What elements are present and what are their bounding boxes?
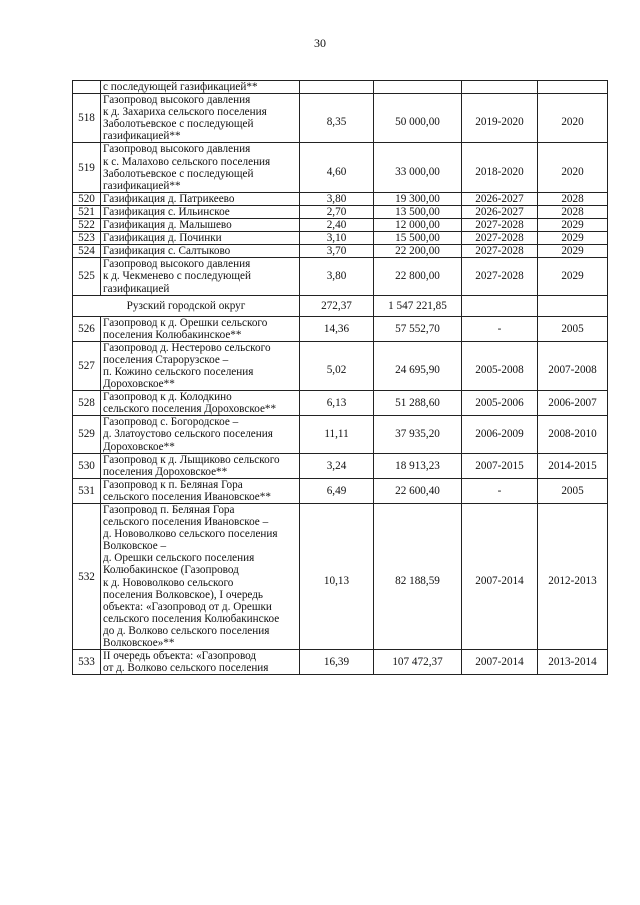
object-name-line: Дороховское** bbox=[103, 378, 175, 391]
row-number: 532 bbox=[73, 504, 101, 650]
row-number: 533 bbox=[73, 650, 101, 675]
object-name-cell bbox=[101, 219, 300, 232]
length-km: 2,70 bbox=[300, 205, 374, 218]
length-km: 3,10 bbox=[300, 232, 374, 245]
object-name-line: Газопровод д. Нестерово сельского bbox=[103, 341, 271, 354]
object-name-line: Газификация д. Патрикеево bbox=[103, 192, 235, 205]
table-row bbox=[73, 205, 608, 218]
table-row bbox=[73, 232, 608, 245]
construction-period: 2006-2009 bbox=[462, 416, 538, 453]
object-name-line: к д. Чекменево с последующей bbox=[103, 270, 251, 283]
commissioning-year: 2028 bbox=[538, 205, 608, 218]
object-name-line: сельского поселения Ивановское** bbox=[103, 490, 271, 503]
commissioning-year: 2005 bbox=[538, 316, 608, 341]
commissioning-year: 2029 bbox=[538, 245, 608, 258]
object-name-cell bbox=[101, 391, 300, 416]
length-km: 3,80 bbox=[300, 192, 374, 205]
page-number: 30 bbox=[314, 36, 326, 50]
gas-pipeline-table bbox=[72, 80, 608, 675]
object-name-line: Газификация с. Ильинское bbox=[103, 205, 230, 218]
row-number bbox=[73, 81, 101, 94]
object-name-line: газификацией bbox=[103, 282, 170, 295]
cost-value: 37 935,20 bbox=[374, 416, 462, 453]
table-row bbox=[73, 316, 608, 341]
object-name-line: Газификация с. Салтыково bbox=[103, 245, 231, 258]
table-row bbox=[73, 650, 608, 675]
construction-period: 2018-2020 bbox=[462, 143, 538, 192]
row-number: 525 bbox=[73, 258, 101, 295]
object-name-line: Газопровод высокого давления bbox=[103, 94, 251, 107]
construction-period: 2027-2028 bbox=[462, 232, 538, 245]
construction-period: 2027-2028 bbox=[462, 219, 538, 232]
length-km: 14,36 bbox=[300, 316, 374, 341]
commissioning-year: 2029 bbox=[538, 232, 608, 245]
cost-value: 51 288,60 bbox=[374, 391, 462, 416]
object-name-line: Заболотьевское с последующей bbox=[103, 167, 254, 180]
object-name-cell bbox=[101, 192, 300, 205]
object-name-line: Газопровод п. Беляная Гора bbox=[103, 504, 235, 516]
table-row bbox=[73, 504, 608, 650]
table-row bbox=[73, 478, 608, 503]
object-name-cell bbox=[101, 205, 300, 218]
row-number: 528 bbox=[73, 391, 101, 416]
length-km: 3,80 bbox=[300, 258, 374, 295]
length-km: 6,49 bbox=[300, 478, 374, 503]
object-name-line: газификацией** bbox=[103, 179, 181, 192]
object-name-line: Дороховское** bbox=[103, 440, 175, 453]
length-km: 6,13 bbox=[300, 391, 374, 416]
commissioning-year: 2012-2013 bbox=[538, 504, 608, 650]
cost-value: 82 188,59 bbox=[374, 504, 462, 650]
table-row bbox=[73, 81, 608, 94]
commissioning-year: 2014-2015 bbox=[538, 453, 608, 478]
construction-period: 2027-2028 bbox=[462, 258, 538, 295]
object-name-cell bbox=[101, 245, 300, 258]
object-name-line: Газификация д. Малышево bbox=[103, 219, 232, 232]
table-row bbox=[73, 143, 608, 192]
construction-period: 2007-2014 bbox=[462, 504, 538, 650]
object-name-cell bbox=[101, 81, 300, 94]
construction-period: 2027-2028 bbox=[462, 245, 538, 258]
object-name-cell bbox=[101, 478, 300, 503]
length-km: 5,02 bbox=[300, 341, 374, 390]
row-number: 527 bbox=[73, 341, 101, 390]
object-name-line: Волковское»** bbox=[103, 637, 175, 650]
object-name-line: д. Орешки сельского поселения bbox=[103, 552, 255, 565]
construction-period: - bbox=[462, 478, 538, 503]
length-km: 3,24 bbox=[300, 453, 374, 478]
object-name-line: от д. Волково сельского поселения bbox=[103, 662, 269, 675]
length-km: 4,60 bbox=[300, 143, 374, 192]
construction-period: 2007-2014 bbox=[462, 650, 538, 675]
construction-period: 2005-2008 bbox=[462, 341, 538, 390]
construction-period: 2026-2027 bbox=[462, 192, 538, 205]
cost-value: 22 200,00 bbox=[374, 245, 462, 258]
district-name: Рузский городской округ bbox=[73, 295, 300, 316]
row-number: 520 bbox=[73, 192, 101, 205]
row-number: 529 bbox=[73, 416, 101, 453]
object-name-cell bbox=[101, 232, 300, 245]
object-name-line: к д. Нововолково сельского bbox=[103, 576, 234, 589]
object-name-cell bbox=[101, 416, 300, 453]
length-km: 10,13 bbox=[300, 504, 374, 650]
commissioning-year: 2020 bbox=[538, 143, 608, 192]
table-row bbox=[73, 416, 608, 453]
length-km: 11,11 bbox=[300, 416, 374, 453]
commissioning-year: 2013-2014 bbox=[538, 650, 608, 675]
row-number: 530 bbox=[73, 453, 101, 478]
construction-period: 2005-2006 bbox=[462, 391, 538, 416]
commissioning-year: 2005 bbox=[538, 478, 608, 503]
object-name-line: к д. Захариха сельского поселения bbox=[103, 106, 267, 119]
cost-value bbox=[374, 81, 462, 94]
object-name-line: Газопровод к д. Колодкино bbox=[103, 391, 232, 404]
object-name-line: Заболотьевское с последующей bbox=[103, 118, 254, 131]
table-row bbox=[73, 94, 608, 143]
object-name-line: II очередь объекта: «Газопровод bbox=[103, 650, 257, 663]
commissioning-year: 2006-2007 bbox=[538, 391, 608, 416]
object-name-line: Газопровод к д. Орешки сельского bbox=[103, 316, 268, 329]
total-length: 272,37 bbox=[300, 295, 374, 316]
cost-value: 15 500,00 bbox=[374, 232, 462, 245]
object-name-line: д. Нововолково сельского поселения bbox=[103, 528, 278, 541]
length-km: 16,39 bbox=[300, 650, 374, 675]
cost-value: 19 300,00 bbox=[374, 192, 462, 205]
object-name-line: Газопровод с. Богородское – bbox=[103, 416, 239, 429]
row-number: 531 bbox=[73, 478, 101, 503]
object-name-line: поселения Колюбакинское** bbox=[103, 328, 242, 341]
table-row bbox=[73, 258, 608, 295]
object-name-line: до д. Волково сельского поселения bbox=[103, 624, 270, 637]
construction-period: 2019-2020 bbox=[462, 94, 538, 143]
row-number: 526 bbox=[73, 316, 101, 341]
object-name-line: Волковское – bbox=[103, 540, 167, 553]
object-name-cell bbox=[101, 504, 300, 650]
object-name-line: сельского поселения Колюбакинское bbox=[103, 612, 280, 625]
table-row bbox=[73, 391, 608, 416]
construction-period bbox=[462, 81, 538, 94]
construction-period: - bbox=[462, 316, 538, 341]
row-number: 518 bbox=[73, 94, 101, 143]
object-name-cell bbox=[101, 143, 300, 192]
empty-cell bbox=[538, 295, 608, 316]
object-name-line: Газопровод к д. Лыщиково сельского bbox=[103, 453, 280, 466]
commissioning-year: 2029 bbox=[538, 219, 608, 232]
row-number: 521 bbox=[73, 205, 101, 218]
object-name-cell bbox=[101, 94, 300, 143]
length-km bbox=[300, 81, 374, 94]
table-row bbox=[73, 453, 608, 478]
object-name-line: Газопровод высокого давления bbox=[103, 143, 251, 156]
commissioning-year: 2008-2010 bbox=[538, 416, 608, 453]
length-km: 3,70 bbox=[300, 245, 374, 258]
table-row bbox=[73, 245, 608, 258]
district-total-row bbox=[73, 295, 608, 316]
object-name-line: Газификация д. Починки bbox=[103, 232, 222, 245]
row-number: 522 bbox=[73, 219, 101, 232]
object-name-line: поселения Дороховское** bbox=[103, 465, 228, 478]
commissioning-year: 2029 bbox=[538, 258, 608, 295]
length-km: 2,40 bbox=[300, 219, 374, 232]
object-name-line: поселения Волковское), I очередь bbox=[103, 588, 264, 601]
object-name-line: Газопровод к п. Беляная Гора bbox=[103, 478, 243, 491]
cost-value: 22 600,40 bbox=[374, 478, 462, 503]
object-name-line: поселения Старорузское – bbox=[103, 353, 229, 366]
cost-value: 13 500,00 bbox=[374, 205, 462, 218]
object-name-line: газификацией** bbox=[103, 130, 181, 143]
object-name-cell bbox=[101, 316, 300, 341]
cost-value: 57 552,70 bbox=[374, 316, 462, 341]
cost-value: 50 000,00 bbox=[374, 94, 462, 143]
cost-value: 18 913,23 bbox=[374, 453, 462, 478]
construction-period: 2026-2027 bbox=[462, 205, 538, 218]
commissioning-year: 2020 bbox=[538, 94, 608, 143]
table-row bbox=[73, 192, 608, 205]
commissioning-year: 2007-2008 bbox=[538, 341, 608, 390]
row-number: 524 bbox=[73, 245, 101, 258]
empty-cell bbox=[462, 295, 538, 316]
object-name-line: п. Кожино сельского поселения bbox=[103, 365, 254, 378]
object-name-line: Газопровод высокого давления bbox=[103, 258, 251, 271]
object-name-cell bbox=[101, 650, 300, 675]
object-name-line: объекта: «Газопровод от д. Орешки bbox=[103, 600, 272, 613]
construction-period: 2007-2015 bbox=[462, 453, 538, 478]
object-name-cell bbox=[101, 453, 300, 478]
cost-value: 33 000,00 bbox=[374, 143, 462, 192]
length-km: 8,35 bbox=[300, 94, 374, 143]
object-name-cell bbox=[101, 341, 300, 390]
total-cost: 1 547 221,85 bbox=[374, 295, 462, 316]
row-number: 523 bbox=[73, 232, 101, 245]
object-name-line: сельского поселения Ивановское – bbox=[103, 516, 269, 529]
object-name-cell bbox=[101, 258, 300, 295]
cost-value: 107 472,37 bbox=[374, 650, 462, 675]
cost-value: 12 000,00 bbox=[374, 219, 462, 232]
cost-value: 24 695,90 bbox=[374, 341, 462, 390]
object-name-line: сельского поселения Дороховское** bbox=[103, 403, 277, 416]
row-number: 519 bbox=[73, 143, 101, 192]
table-row bbox=[73, 219, 608, 232]
object-name-line: к с. Малахово сельского поселения bbox=[103, 155, 271, 168]
commissioning-year: 2028 bbox=[538, 192, 608, 205]
cost-value: 22 800,00 bbox=[374, 258, 462, 295]
object-name-line: с последующей газификацией** bbox=[103, 81, 258, 93]
commissioning-year bbox=[538, 81, 608, 94]
object-name-line: д. Златоустово сельского поселения bbox=[103, 428, 273, 441]
table-row bbox=[73, 341, 608, 390]
object-name-line: Колюбакинское (Газопровод bbox=[103, 564, 239, 577]
